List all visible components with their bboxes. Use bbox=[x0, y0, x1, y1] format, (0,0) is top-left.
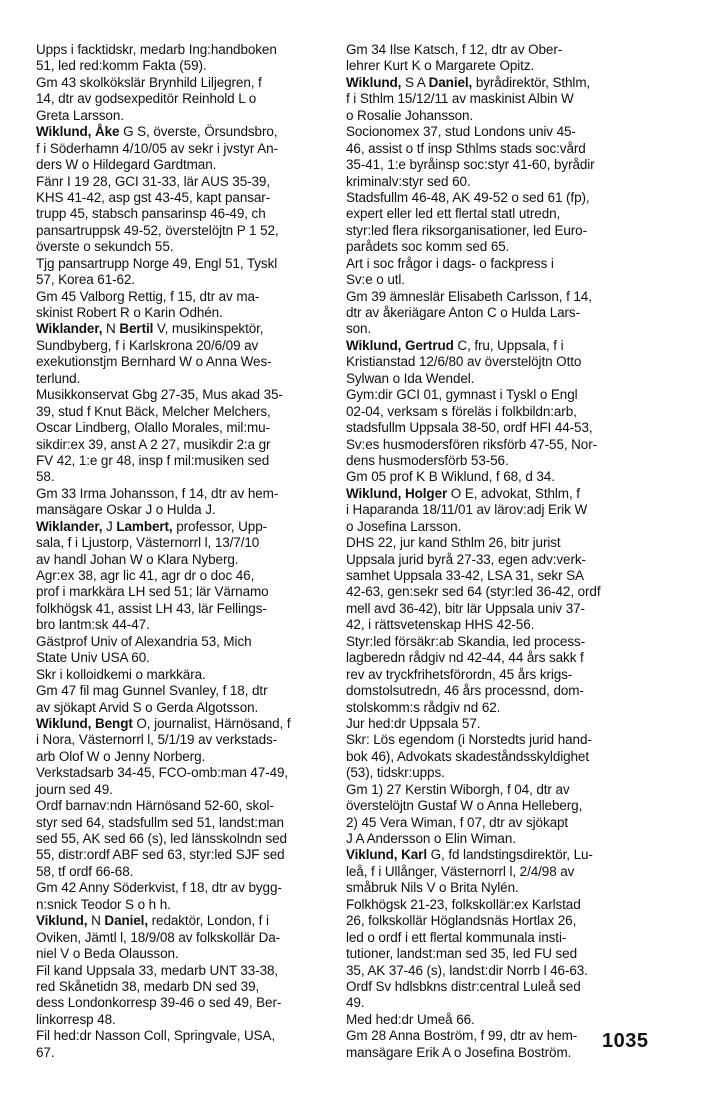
text-run: Gm 45 Valborg Rettig, f 15, dtr av ma- bbox=[36, 288, 260, 304]
text-run: Gm 1) 27 Kerstin Wiborgh, f 04, dtr av bbox=[346, 781, 570, 797]
text-line bbox=[36, 634, 336, 650]
text-run: mansägare Erik A o Josefina Boström. bbox=[346, 1044, 572, 1060]
text-line bbox=[346, 174, 648, 190]
text-line bbox=[36, 765, 336, 781]
text-line bbox=[346, 387, 648, 403]
text-line bbox=[36, 847, 336, 863]
text-run: Gm 47 fil mag Gunnel Svanley, f 18, dtr bbox=[36, 683, 268, 699]
text-line bbox=[36, 469, 336, 485]
text-line bbox=[36, 880, 336, 896]
text-line bbox=[36, 42, 336, 58]
text-line bbox=[346, 453, 648, 469]
text-line bbox=[346, 634, 648, 650]
text-run: Gm 33 Irma Johansson, f 14, dtr av hem- bbox=[36, 485, 279, 501]
text-line bbox=[346, 732, 648, 748]
text-line bbox=[36, 897, 336, 913]
text-run: Gym:dir GCI 01, gymnast i Tyskl o Engl bbox=[346, 387, 578, 403]
text-run: Uppsala jurid byrå 27-33, egen adv:verk- bbox=[346, 551, 586, 567]
text-line bbox=[36, 683, 336, 699]
text-line bbox=[346, 469, 648, 485]
text-run: styr sed 64, stadsfullm sed 51, landst:man bbox=[36, 814, 284, 830]
text-run: linkorresp 48. bbox=[36, 1011, 116, 1027]
text-line bbox=[346, 108, 648, 124]
text-run: N bbox=[102, 321, 120, 337]
text-run: rev av tryckfrihetsförordn, 45 års krigs- bbox=[346, 666, 573, 682]
text-run: dess Londonkorresp 39-46 o sed 49, Ber- bbox=[36, 995, 282, 1011]
text-line bbox=[36, 930, 336, 946]
text-line bbox=[36, 815, 336, 831]
text-line bbox=[346, 995, 648, 1011]
text-run: Tjg pansartrupp Norge 49, Engl 51, Tyskl bbox=[36, 255, 278, 271]
text-run: Gm 39 ämneslär Elisabeth Carlsson, f 14, bbox=[346, 288, 592, 304]
text-line bbox=[346, 141, 648, 157]
text-run: 55, distr:ordf ABF sed 63, styr:led SJF sed bbox=[36, 847, 285, 863]
page-number: 1035 bbox=[602, 1030, 649, 1052]
text-line bbox=[346, 749, 648, 765]
text-line bbox=[36, 584, 336, 600]
entry-name: Wiklund, Gertrud bbox=[346, 337, 454, 353]
entry-heading-line bbox=[36, 913, 336, 929]
text-line bbox=[346, 667, 648, 683]
text-line bbox=[36, 979, 336, 995]
text-line bbox=[36, 732, 336, 748]
text-line bbox=[36, 798, 336, 814]
entry-heading-line bbox=[36, 321, 336, 337]
text-run: led o ordf i ett flertal kommunala insti- bbox=[346, 929, 567, 945]
entry-heading-line bbox=[346, 338, 648, 354]
text-line bbox=[36, 617, 336, 633]
text-line bbox=[346, 519, 648, 535]
text-line bbox=[346, 272, 648, 288]
text-line bbox=[36, 502, 336, 518]
text-run: exekutionstjm Bernhard W o Anna Wes- bbox=[36, 354, 272, 370]
text-line bbox=[36, 700, 336, 716]
text-line bbox=[346, 1012, 648, 1028]
text-line bbox=[346, 305, 648, 321]
text-line bbox=[346, 584, 648, 600]
text-line bbox=[36, 174, 336, 190]
text-run: Sundbyberg, f i Karlskrona 20/6/09 av bbox=[36, 337, 259, 353]
text-line bbox=[36, 289, 336, 305]
text-run: byrådirektör, Sthlm, bbox=[472, 74, 591, 90]
text-line bbox=[36, 420, 336, 436]
entry-heading-line bbox=[346, 486, 648, 502]
text-run: småbruk Nils V o Brita Nylén. bbox=[346, 880, 519, 896]
text-line bbox=[36, 963, 336, 979]
text-run: stolskomm:s rådgiv nd 62. bbox=[346, 699, 501, 715]
text-run: red Skånetidn 38, medarb DN sed 39, bbox=[36, 978, 260, 994]
text-line bbox=[36, 650, 336, 666]
text-run: Fil hed:dr Nasson Coll, Springvale, USA, bbox=[36, 1028, 276, 1044]
text-run: Kristianstad 12/6/80 av överstelöjtn Otto bbox=[346, 354, 582, 370]
text-run: S A bbox=[401, 74, 429, 90]
text-run: redaktör, London, f i bbox=[148, 913, 269, 929]
text-run: KHS 41-42, asp gst 43-45, kapt pansar- bbox=[36, 189, 271, 205]
text-run: 39, stud f Knut Bäck, Melcher Melchers, bbox=[36, 403, 271, 419]
text-run: mell avd 36-42), bitr lär Uppsala univ 37- bbox=[346, 600, 585, 616]
text-run: stadsfullm Uppsala 38-50, ordf HFI 44-53, bbox=[346, 420, 593, 436]
text-run: mansägare Oskar J o Hulda J. bbox=[36, 502, 216, 518]
text-run: Jur hed:dr Uppsala 57. bbox=[346, 715, 481, 731]
text-line bbox=[346, 502, 648, 518]
text-run: 35-41, 1:e byråinsp soc:styr 41-60, byrådir bbox=[346, 157, 595, 173]
right-column bbox=[346, 42, 648, 1061]
text-line bbox=[346, 404, 648, 420]
text-run: (53), tidskr:upps. bbox=[346, 765, 445, 781]
text-run: leå, f i Ullånger, Västernorrl l, 2/4/98 av bbox=[346, 863, 575, 879]
text-line bbox=[36, 946, 336, 962]
text-line bbox=[346, 354, 648, 370]
text-run: tutioner, landst:man sed 35, led FU sed bbox=[346, 946, 577, 962]
text-run: folkhögsk 41, assist LH 43, lär Fellings- bbox=[36, 600, 267, 616]
text-run: lagberedn rådgiv nd 42-44, 44 års sakk f bbox=[346, 650, 584, 666]
text-line bbox=[36, 256, 336, 272]
text-run: Upps i facktidskr, medarb Ing:handboken bbox=[36, 42, 277, 57]
text-run: Fil kand Uppsala 33, medarb UNT 33-38, bbox=[36, 962, 279, 978]
text-run: i Nora, Västernorrl l, 5/1/19 av verkstads- bbox=[36, 732, 278, 748]
text-run: bok 46), Advokats skadeståndsskyldighet bbox=[346, 748, 589, 764]
text-run: Gm 28 Anna Boström, f 99, dtr av hem- bbox=[346, 1028, 578, 1044]
text-line bbox=[36, 239, 336, 255]
text-line bbox=[346, 437, 648, 453]
text-run: Musikkonservat Gbg 27-35, Mus akad 35- bbox=[36, 387, 283, 403]
text-run: 42-63, gen:sekr sed 64 (styr:led 36-42, ordf bbox=[346, 584, 601, 600]
text-line bbox=[346, 190, 648, 206]
entry-heading-line bbox=[346, 847, 648, 863]
text-line bbox=[346, 157, 648, 173]
text-run: bro lantm:sk 44-47. bbox=[36, 617, 150, 633]
text-run: 67. bbox=[36, 1044, 55, 1060]
entry-name: Wiklund, Åke bbox=[36, 124, 120, 140]
text-line bbox=[36, 371, 336, 387]
entry-name: Viklund, bbox=[36, 913, 88, 929]
entry-name: Wiklund, Holger bbox=[346, 485, 448, 501]
text-run: Gm 42 Anny Söderkvist, f 18, dtr av bygg- bbox=[36, 880, 282, 896]
text-line bbox=[346, 239, 648, 255]
text-line bbox=[36, 667, 336, 683]
text-line bbox=[36, 437, 336, 453]
entry-heading-line bbox=[36, 124, 336, 140]
text-run: Gm 43 skolkökslär Brynhild Liljegren, f bbox=[36, 74, 262, 90]
text-line bbox=[346, 58, 648, 74]
entry-given-name: Bengt bbox=[94, 715, 133, 731]
text-run: sikdir:ex 39, anst A 2 27, musikdir 2:a gr bbox=[36, 436, 271, 452]
text-run: 26, folkskollär Höglandsnäs Hortlax 26, bbox=[346, 913, 577, 929]
text-run: o Josefina Larsson. bbox=[346, 518, 462, 534]
text-run: av handl Johan W o Klara Nyberg. bbox=[36, 551, 239, 567]
text-line bbox=[346, 880, 648, 896]
text-run: Socionomex 37, stud Londons univ 45- bbox=[346, 124, 576, 140]
text-line bbox=[346, 371, 648, 387]
text-line bbox=[346, 782, 648, 798]
entry-name: Wiklund, bbox=[36, 715, 92, 731]
text-run: FV 42, 1:e gr 48, insp f mil:musiken sed bbox=[36, 452, 270, 468]
text-run: Med hed:dr Umeå 66. bbox=[346, 1011, 475, 1027]
entry-name: Viklund, Karl bbox=[346, 847, 427, 863]
text-line bbox=[36, 387, 336, 403]
text-line bbox=[36, 404, 336, 420]
text-run: Art i soc frågor i dags- o fackpress i bbox=[346, 255, 554, 271]
text-run: O E, advokat, Sthlm, f bbox=[447, 485, 580, 501]
text-run: Verkstadsarb 34-45, FCO-omb:man 47-49, bbox=[36, 765, 289, 781]
entry-given-name: Daniel, bbox=[104, 913, 148, 929]
text-run: Oviken, Jämtl l, 18/9/08 av folkskollär Da- bbox=[36, 929, 281, 945]
text-line bbox=[346, 963, 648, 979]
text-run: 46, assist o tf insp Sthlms stads soc:vård bbox=[346, 140, 586, 156]
text-line bbox=[36, 749, 336, 765]
text-run: lehrer Kurt K o Margarete Opitz. bbox=[346, 58, 535, 74]
text-run: G, fd landstingsdirektör, Lu- bbox=[426, 847, 593, 863]
text-run: 49. bbox=[346, 995, 365, 1011]
text-run: domstolsutredn, 46 års processnd, dom- bbox=[346, 683, 584, 699]
text-line bbox=[346, 256, 648, 272]
text-run: ders W o Hildegard Gardtman. bbox=[36, 157, 217, 173]
text-line bbox=[36, 223, 336, 239]
entry-name: Wiklander, bbox=[36, 321, 103, 337]
text-run: 2) 45 Vera Wiman, f 07, dtr av sjökapt bbox=[346, 814, 569, 830]
text-run: sed 55, AK sed 66 (s), led länsskolndn sed bbox=[36, 831, 287, 846]
text-run: professor, Upp- bbox=[172, 518, 268, 534]
text-line bbox=[36, 190, 336, 206]
text-run: Fänr I 19 28, GCI 31-33, lär AUS 35-39, bbox=[36, 173, 270, 189]
text-line bbox=[346, 864, 648, 880]
text-run: 35, AK 37-46 (s), landst:dir Norrb l 46-63. bbox=[346, 962, 588, 978]
text-line bbox=[36, 338, 336, 354]
text-line bbox=[346, 124, 648, 140]
entry-given-name: Daniel, bbox=[428, 74, 473, 90]
text-line bbox=[346, 700, 648, 716]
text-line bbox=[346, 91, 648, 107]
text-run: parådets soc komm sed 65. bbox=[346, 239, 510, 255]
text-line bbox=[36, 75, 336, 91]
text-run: O, journalist, Härnösand, f bbox=[132, 715, 291, 731]
text-run: överste o sekundch 55. bbox=[36, 239, 174, 255]
text-line bbox=[36, 864, 336, 880]
text-line bbox=[346, 897, 648, 913]
text-line bbox=[346, 289, 648, 305]
text-run: J A Andersson o Elin Wiman. bbox=[346, 831, 516, 846]
text-run: Stadsfullm 46-48, AK 49-52 o sed 61 (fp), bbox=[346, 189, 590, 205]
text-run: V, musikinspektör, bbox=[153, 321, 264, 337]
text-line bbox=[36, 995, 336, 1011]
text-run: Agr:ex 38, agr lic 41, agr dr o doc 46, bbox=[36, 568, 255, 583]
text-line bbox=[36, 831, 336, 847]
text-run: Gm 34 Ilse Katsch, f 12, dtr av Ober- bbox=[346, 42, 563, 57]
text-run: Gm 05 prof K B Wiklund, f 68, d 34. bbox=[346, 469, 555, 485]
text-line bbox=[346, 223, 648, 239]
text-line bbox=[346, 321, 648, 337]
text-line bbox=[36, 1012, 336, 1028]
text-run: G S, överste, Örsundsbro, bbox=[119, 124, 278, 140]
text-run: Folkhögsk 21-23, folkskollär:ex Karlstad bbox=[346, 896, 581, 912]
text-line bbox=[36, 453, 336, 469]
text-run: pansartruppsk 49-52, överstelöjtn P 1 52, bbox=[36, 222, 279, 238]
text-run: 02-04, verksam s föreläs i folkbildn:arb, bbox=[346, 403, 577, 419]
entry-given-name: Bertil bbox=[119, 321, 154, 337]
text-run: prof i markkära LH sed 51; lär Värnamo bbox=[36, 584, 269, 600]
text-line bbox=[346, 420, 648, 436]
text-run: expert eller led ett flertal statl utredn, bbox=[346, 206, 561, 222]
text-line bbox=[36, 91, 336, 107]
text-line bbox=[36, 141, 336, 157]
text-run: sala, f i Ljustorp, Västernorrl l, 13/7/10 bbox=[36, 535, 260, 551]
text-line bbox=[346, 617, 648, 633]
text-run: Styr:led försäkr:ab Skandia, led process- bbox=[346, 633, 586, 649]
text-run: överstelöjtn Gustaf W o Anna Helleberg, bbox=[346, 798, 583, 814]
text-run: Ordf Sv hdlsbkns distr:central Luleå sed bbox=[346, 978, 581, 994]
text-run: Skr i kolloidkemi o markkära. bbox=[36, 666, 206, 682]
text-run: 14, dtr av godsexpeditör Reinhold L o bbox=[36, 91, 257, 107]
text-line bbox=[346, 765, 648, 781]
text-line bbox=[346, 601, 648, 617]
text-line bbox=[36, 354, 336, 370]
text-run: N bbox=[87, 913, 105, 929]
text-line bbox=[36, 601, 336, 617]
text-line bbox=[36, 157, 336, 173]
text-run: C, fru, Uppsala, f i bbox=[453, 337, 564, 353]
text-line bbox=[346, 815, 648, 831]
text-line bbox=[36, 552, 336, 568]
text-run: n:snick Teodor S o h h. bbox=[36, 896, 171, 912]
text-run: arb Olof W o Jenny Norberg. bbox=[36, 748, 206, 764]
text-line bbox=[346, 535, 648, 551]
text-line bbox=[36, 58, 336, 74]
text-line bbox=[36, 272, 336, 288]
text-run: 57, Korea 61-62. bbox=[36, 272, 135, 288]
text-run: Sv:e o utl. bbox=[346, 272, 405, 288]
text-run: Ordf barnav:ndn Härnösand 52-60, skol- bbox=[36, 798, 274, 814]
text-run: 51, led red:komm Fakta (59). bbox=[36, 58, 207, 74]
text-line bbox=[36, 305, 336, 321]
text-line bbox=[346, 42, 648, 58]
text-line bbox=[36, 568, 336, 584]
text-run: samhet Uppsala 33-42, LSA 31, sekr SA bbox=[346, 568, 584, 583]
text-run: av sjökapt Arvid S o Gerda Algotsson. bbox=[36, 699, 259, 715]
text-run: trupp 45, stabsch pansarinsp 46-49, ch bbox=[36, 206, 266, 222]
text-run: styr:led flera riksorganisationer, led Euro- bbox=[346, 222, 587, 238]
text-run: niel V o Beda Olausson. bbox=[36, 946, 179, 962]
text-run: i Haparanda 18/11/01 av lärov:adj Erik W bbox=[346, 502, 588, 518]
text-line bbox=[346, 930, 648, 946]
text-run: o Rosalie Johansson. bbox=[346, 107, 474, 123]
entry-heading-line bbox=[36, 519, 336, 535]
left-column bbox=[36, 42, 336, 1061]
text-line bbox=[346, 206, 648, 222]
text-run: dens husmodersförb 53-56. bbox=[346, 452, 509, 468]
entry-heading-line bbox=[346, 75, 648, 91]
text-run: Oscar Lindberg, Olallo Morales, mil:mu- bbox=[36, 420, 270, 436]
text-run: J bbox=[102, 518, 117, 534]
entry-name: Wiklander, bbox=[36, 518, 103, 534]
text-run: f i Söderhamn 4/10/05 av sekr i jvstyr An- bbox=[36, 140, 278, 156]
entry-given-name: Lambert, bbox=[116, 518, 173, 534]
text-line bbox=[346, 716, 648, 732]
text-line bbox=[36, 206, 336, 222]
text-run: 42, i rättsvetenskap HHS 42-56. bbox=[346, 617, 535, 633]
text-run: f i Sthlm 15/12/11 av maskinist Albin W bbox=[346, 91, 574, 107]
text-line bbox=[346, 568, 648, 584]
text-run: dtr av åkeriägare Anton C o Hulda Lars- bbox=[346, 305, 580, 320]
text-line bbox=[346, 552, 648, 568]
text-run: Gästprof Univ of Alexandria 53, Mich bbox=[36, 633, 252, 649]
text-run: journ sed 49. bbox=[36, 781, 113, 797]
text-line bbox=[36, 1028, 336, 1044]
text-line bbox=[346, 683, 648, 699]
text-run: skinist Robert R o Karin Odhén. bbox=[36, 305, 223, 320]
text-run: Sv:es husmodersfören riksförb 47-55, Nor- bbox=[346, 436, 598, 452]
text-run: 58. bbox=[36, 469, 55, 485]
text-run: State Univ USA 60. bbox=[36, 650, 150, 666]
text-run: kriminalv:styr sed 60. bbox=[346, 173, 471, 189]
text-line bbox=[36, 782, 336, 798]
text-run: son. bbox=[346, 321, 372, 337]
text-line bbox=[346, 650, 648, 666]
entry-name: Wiklund, bbox=[346, 74, 402, 90]
text-line bbox=[346, 913, 648, 929]
text-line bbox=[346, 831, 648, 847]
text-line bbox=[346, 798, 648, 814]
text-line bbox=[346, 946, 648, 962]
text-run: Greta Larsson. bbox=[36, 107, 124, 123]
text-line bbox=[36, 486, 336, 502]
text-run: Sylwan o Ida Wendel. bbox=[346, 370, 475, 386]
entry-heading-line bbox=[36, 716, 336, 732]
text-run: terlund. bbox=[36, 370, 81, 386]
text-line bbox=[36, 108, 336, 124]
text-line bbox=[36, 1045, 336, 1061]
text-run: Skr: Lös egendom (i Norstedts jurid hand- bbox=[346, 732, 592, 748]
text-line bbox=[36, 535, 336, 551]
text-run: DHS 22, jur kand Sthlm 26, bitr jurist bbox=[346, 535, 561, 551]
text-line bbox=[346, 979, 648, 995]
text-run: 58, tf ordf 66-68. bbox=[36, 863, 134, 879]
